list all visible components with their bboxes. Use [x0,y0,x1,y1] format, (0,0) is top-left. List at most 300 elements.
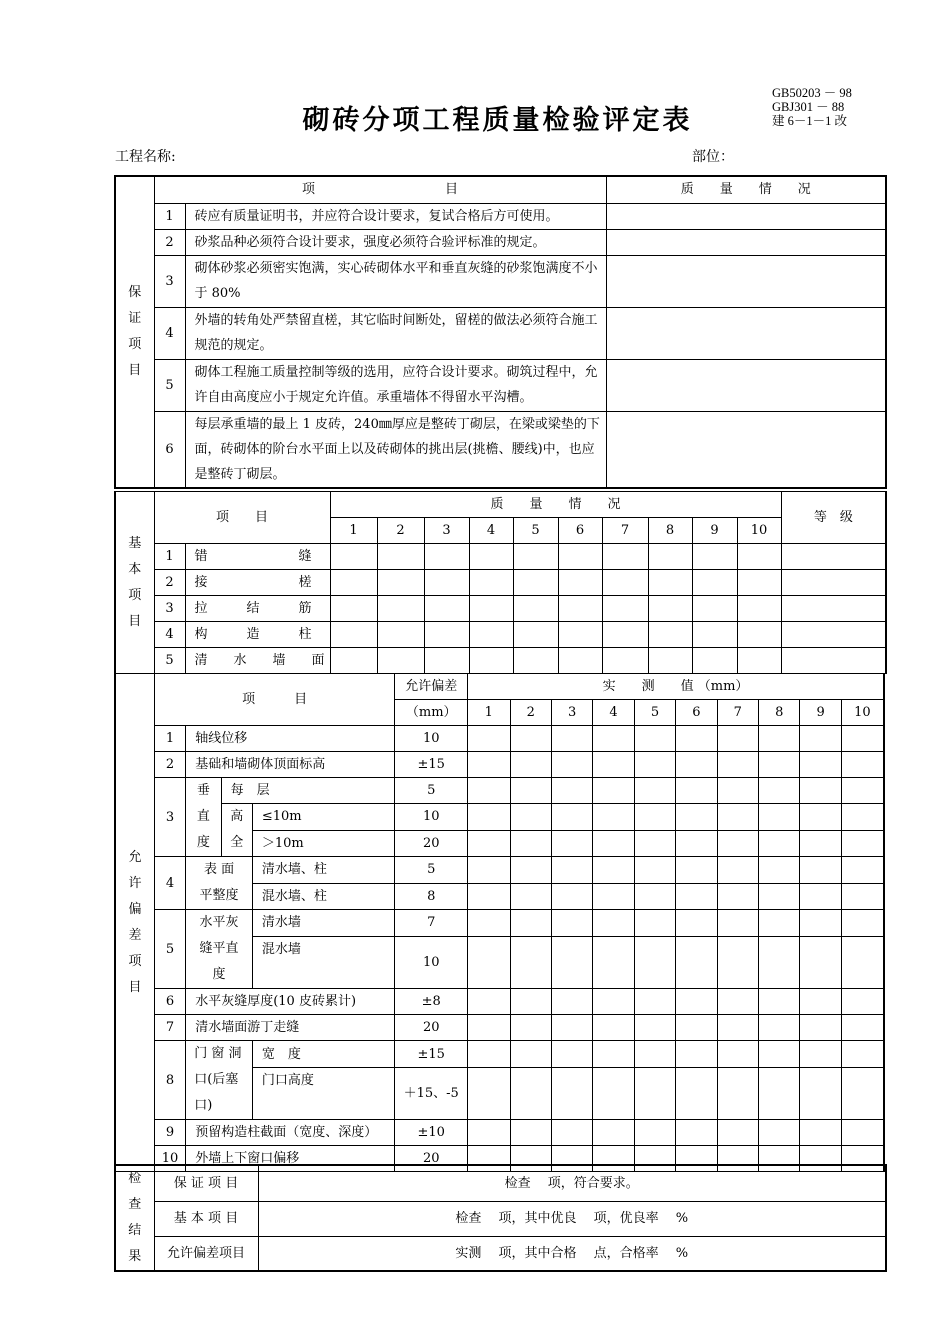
measure-cell[interactable] [841,1041,884,1068]
table-row [115,1201,886,1236]
project-name-label: 工程名称: [115,149,176,165]
item-group-char: 直 [196,809,210,824]
measure-cell[interactable] [634,804,675,831]
section-char: 本 [128,561,142,577]
result-text: 检查 项，其中优良 项，优良率 % [258,1201,886,1236]
table-row [115,726,884,752]
table-row [115,1015,884,1041]
allow-value: ±15 [395,1041,468,1068]
quality-cell[interactable] [558,544,602,570]
item-text: 拉 结 筋 [185,596,330,622]
measure-cell[interactable] [676,778,717,804]
col-index: 3 [424,518,469,544]
table-row [115,622,886,648]
section-char: 差 [128,927,142,943]
col-index: 3 [551,700,592,726]
measure-cell[interactable] [759,989,800,1015]
measure-cell[interactable] [676,1120,717,1146]
measure-cell[interactable] [510,1041,551,1068]
measure-cell[interactable] [676,989,717,1015]
quality-cell[interactable] [377,544,424,570]
table-row [115,596,886,622]
measure-cell[interactable] [551,804,592,831]
measure-cell[interactable] [759,857,800,884]
measure-cell[interactable] [551,1041,592,1068]
col-index: 4 [593,700,634,726]
measure-cell[interactable] [593,778,634,804]
measure-cell[interactable] [551,1120,592,1146]
measure-cell[interactable] [800,883,841,910]
measure-cell[interactable] [593,910,634,937]
measure-cell[interactable] [468,1041,510,1068]
measure-cell[interactable] [634,778,675,804]
item-group-char: 垂 [196,783,210,798]
quality-cell[interactable] [330,544,377,570]
measure-cell[interactable] [800,989,841,1015]
col-index: 7 [717,700,758,726]
measure-cell[interactable] [759,936,800,988]
quality-cell[interactable] [602,622,648,648]
measure-cell[interactable] [800,1015,841,1041]
measure-cell[interactable] [676,910,717,937]
quality-cell[interactable] [513,570,558,596]
measure-cell[interactable] [510,989,551,1015]
measure-cell[interactable] [468,910,510,937]
measure-cell[interactable] [841,910,884,937]
section-char: 结 [128,1223,142,1238]
item-text: 砂浆品种必须符合设计要求，强度必须符合验评标准的规定。 [185,229,606,255]
measure-cell[interactable] [717,726,758,752]
row-number: 5 [154,910,185,989]
measure-cell[interactable] [676,857,717,884]
col-index: 2 [510,700,551,726]
table-row [115,778,884,804]
quality-cell[interactable] [606,359,886,411]
measure-cell[interactable] [717,1041,758,1068]
measure-cell[interactable] [510,883,551,910]
col-index: 6 [676,700,717,726]
measure-cell[interactable] [551,1015,592,1041]
quality-cell[interactable] [513,596,558,622]
row-number: 4 [154,622,185,648]
section-char: 保 [128,285,142,300]
table-row [115,255,886,307]
measure-cell[interactable] [510,830,551,857]
row-number: 1 [154,203,185,229]
item-text: 外墙上下窗口偏移 [186,1146,395,1172]
measure-cell[interactable] [676,1041,717,1068]
quality-cell[interactable] [377,648,424,674]
measure-cell[interactable] [468,857,510,884]
measure-cell[interactable] [551,936,592,988]
measure-cell[interactable] [510,752,551,778]
quality-cell[interactable] [558,596,602,622]
measure-cell[interactable] [510,804,551,831]
quality-cell[interactable] [558,622,602,648]
item-group-char: 表 面 [203,862,235,877]
location-label: 部位： [692,149,734,165]
allow-value: 5 [395,778,468,804]
measure-cell[interactable] [468,752,510,778]
table-row [115,411,886,488]
measure-cell[interactable] [717,804,758,831]
section-char: 项 [128,953,142,969]
measure-cell[interactable] [593,726,634,752]
quality-cell[interactable] [377,570,424,596]
quality-cell[interactable] [648,596,692,622]
measure-cell[interactable] [717,936,758,988]
quality-cell[interactable] [737,596,781,622]
item-group-char: 口(后塞 [194,1072,239,1087]
measure-cell[interactable] [593,1068,634,1120]
measure-cell[interactable] [510,1015,551,1041]
quality-cell[interactable] [737,622,781,648]
measure-cell[interactable] [759,1068,800,1120]
row-number: 4 [154,307,185,359]
measure-cell[interactable] [593,1015,634,1041]
result-label: 基 本 项 目 [154,1201,258,1236]
quality-cell[interactable] [692,622,737,648]
result-label: 保 证 项 目 [154,1165,258,1201]
quality-cell[interactable] [513,648,558,674]
measure-cell[interactable] [841,883,884,910]
measure-cell[interactable] [800,778,841,804]
table-row [115,857,884,884]
measure-cell[interactable] [510,778,551,804]
table-row [115,1165,886,1201]
measure-cell[interactable] [841,1068,884,1120]
measure-cell[interactable] [551,883,592,910]
basic-section-label [115,492,154,674]
measure-cell[interactable] [841,1015,884,1041]
measure-cell[interactable] [676,1068,717,1120]
quality-cell[interactable] [737,570,781,596]
measure-cell[interactable] [717,752,758,778]
item-group-char: 水平灰 [199,915,239,930]
quality-cell[interactable] [558,570,602,596]
measure-cell[interactable] [468,1015,510,1041]
row-number: 2 [154,752,185,778]
measure-cell[interactable] [800,1068,841,1120]
section-char: 基 [128,535,142,551]
quality-cell[interactable] [602,544,648,570]
measure-cell[interactable] [510,857,551,884]
measure-cell[interactable] [468,830,510,857]
sub-item-text: 清水墙、柱 [252,857,394,884]
measure-cell[interactable] [676,752,717,778]
measure-cell[interactable] [593,1041,634,1068]
measure-cell[interactable] [593,883,634,910]
measure-cell[interactable] [676,936,717,988]
grade-cell[interactable] [781,596,886,622]
measure-cell[interactable] [510,936,551,988]
quality-cell[interactable] [330,648,377,674]
section-char: 目 [128,979,142,995]
quality-cell[interactable] [606,255,886,307]
table-row [115,229,886,255]
quality-cell[interactable] [469,648,513,674]
measure-cell[interactable] [634,936,675,988]
column-header-allow: 允许偏差 [395,674,468,700]
grade-cell[interactable] [781,648,886,674]
measure-cell[interactable] [634,857,675,884]
measure-cell[interactable] [800,910,841,937]
measure-cell[interactable] [468,1068,510,1120]
measure-cell[interactable] [841,1120,884,1146]
measure-cell[interactable] [841,726,884,752]
measure-cell[interactable] [717,857,758,884]
measure-cell[interactable] [717,778,758,804]
measure-cell[interactable] [800,1120,841,1146]
measure-cell[interactable] [717,1068,758,1120]
measure-cell[interactable] [593,830,634,857]
grade-cell[interactable] [781,544,886,570]
measure-cell[interactable] [759,1120,800,1146]
measure-cell[interactable] [759,778,800,804]
measure-cell[interactable] [593,804,634,831]
row-number: 5 [154,359,185,411]
measure-cell[interactable] [593,989,634,1015]
row-number: 4 [154,857,185,910]
measure-cell[interactable] [634,1041,675,1068]
measure-cell[interactable] [759,726,800,752]
measure-cell[interactable] [759,1041,800,1068]
standard-code: GB50203 － 98 [772,86,852,100]
measure-cell[interactable] [800,830,841,857]
item-group-char: 缝平直 [199,941,239,956]
quality-cell[interactable] [692,544,737,570]
section-char: 查 [128,1197,142,1212]
measure-cell[interactable] [551,726,592,752]
item-group-char: 高 [230,809,244,824]
quality-cell[interactable] [513,544,558,570]
measure-cell[interactable] [634,726,675,752]
sub-item-text: 混水墙 [252,936,394,988]
quality-cell[interactable] [606,229,886,255]
measure-cell[interactable] [676,830,717,857]
measure-cell[interactable] [759,752,800,778]
measure-cell[interactable] [634,1015,675,1041]
measure-cell[interactable] [759,883,800,910]
measure-cell[interactable] [510,1120,551,1146]
measure-cell[interactable] [841,778,884,804]
quality-cell[interactable] [424,570,469,596]
quality-cell[interactable] [606,307,886,359]
quality-cell[interactable] [737,544,781,570]
measure-cell[interactable] [717,989,758,1015]
quality-cell[interactable] [606,203,886,229]
measure-cell[interactable] [717,1015,758,1041]
item-group-char: 度 [196,835,210,850]
measure-cell[interactable] [717,1120,758,1146]
measure-cell[interactable] [676,726,717,752]
quality-cell[interactable] [330,596,377,622]
measure-cell[interactable] [717,830,758,857]
measure-cell[interactable] [759,830,800,857]
measure-cell[interactable] [841,804,884,831]
item-subgroup-label [221,804,252,857]
col-index: 1 [468,700,510,726]
measure-cell[interactable] [551,857,592,884]
measure-cell[interactable] [841,830,884,857]
table-row [115,1236,886,1271]
measure-cell[interactable] [841,752,884,778]
quality-cell[interactable] [602,570,648,596]
quality-cell[interactable] [648,544,692,570]
measure-cell[interactable] [468,936,510,988]
quality-cell[interactable] [602,648,648,674]
measure-cell[interactable] [468,778,510,804]
table-row [115,989,884,1015]
measure-cell[interactable] [510,726,551,752]
allow-value: 10 [395,936,468,988]
quality-cell[interactable] [513,622,558,648]
row-number: 7 [154,1015,185,1041]
col-index: 5 [513,518,558,544]
measure-cell[interactable] [634,910,675,937]
item-group-char: 口) [194,1098,213,1113]
col-index: 9 [692,518,737,544]
quality-cell[interactable] [606,411,886,488]
measure-cell[interactable] [759,804,800,831]
allow-value: 10 [395,804,468,831]
row-number: 1 [154,544,185,570]
quality-cell[interactable] [692,596,737,622]
quality-cell[interactable] [648,648,692,674]
grade-cell[interactable] [781,622,886,648]
measure-cell[interactable] [676,883,717,910]
measure-cell[interactable] [800,726,841,752]
column-header-quality: 质 量 情 况 [330,492,781,518]
section-char: 项 [128,337,142,352]
measure-cell[interactable] [800,857,841,884]
measure-cell[interactable] [593,936,634,988]
measure-cell[interactable] [717,883,758,910]
allow-value: ＋15、-5 [395,1068,468,1120]
quality-cell[interactable] [377,596,424,622]
quality-cell[interactable] [692,570,737,596]
quality-cell[interactable] [648,622,692,648]
result-text: 检查 项，符合要求。 [258,1165,886,1201]
allow-value: 7 [395,910,468,937]
quality-cell[interactable] [377,622,424,648]
result-table [114,1164,887,1272]
measure-cell[interactable] [551,778,592,804]
measure-cell[interactable] [468,804,510,831]
measure-cell[interactable] [593,752,634,778]
item-text: 错 缝 [185,544,330,570]
measure-cell[interactable] [468,883,510,910]
allow-value: 5 [395,857,468,884]
measure-cell[interactable] [468,989,510,1015]
table-row [115,359,886,411]
measure-cell[interactable] [841,857,884,884]
section-char: 许 [128,875,142,891]
quality-cell[interactable] [469,622,513,648]
quality-cell[interactable] [469,544,513,570]
quality-cell[interactable] [737,648,781,674]
row-number: 10 [154,1146,185,1172]
item-group-label [186,857,253,910]
measure-cell[interactable] [800,1041,841,1068]
measure-cell[interactable] [551,752,592,778]
quality-cell[interactable] [648,570,692,596]
measure-cell[interactable] [841,936,884,988]
measure-cell[interactable] [676,804,717,831]
measure-cell[interactable] [676,1015,717,1041]
measure-cell[interactable] [759,1015,800,1041]
measure-cell[interactable] [759,910,800,937]
measure-cell[interactable] [551,910,592,937]
column-header-unit: （mm） [395,700,468,726]
measure-cell[interactable] [634,1120,675,1146]
quality-cell[interactable] [424,596,469,622]
result-text: 实测 项，其中合格 点，合格率 % [258,1236,886,1271]
guarantee-table [114,175,887,489]
measure-cell[interactable] [634,752,675,778]
measure-cell[interactable] [468,1120,510,1146]
measure-cell[interactable] [841,989,884,1015]
table-row [115,910,884,937]
section-char: 果 [128,1249,142,1264]
measure-cell[interactable] [551,830,592,857]
quality-cell[interactable] [469,570,513,596]
measure-cell[interactable] [634,883,675,910]
row-number: 3 [154,596,185,622]
col-index: 7 [602,518,648,544]
quality-cell[interactable] [424,622,469,648]
allow-value: 20 [395,1015,468,1041]
measure-cell[interactable] [634,830,675,857]
column-header-quality: 质 量 情 况 [606,176,886,203]
measure-cell[interactable] [551,989,592,1015]
measure-cell[interactable] [634,1068,675,1120]
measure-cell[interactable] [800,804,841,831]
column-header-measured: 实 测 值 （mm） [468,674,884,700]
column-header-grade: 等 级 [781,492,886,544]
quality-cell[interactable] [692,648,737,674]
quality-cell[interactable] [558,648,602,674]
sub-item-text: 每 层 [221,778,395,804]
measure-cell[interactable] [551,1068,592,1120]
measure-cell[interactable] [800,936,841,988]
quality-cell[interactable] [424,544,469,570]
table-row [115,544,886,570]
col-index: 4 [469,518,513,544]
measure-cell[interactable] [468,726,510,752]
quality-cell[interactable] [330,622,377,648]
section-char: 允 [128,849,142,865]
row-number: 3 [154,255,185,307]
allow-value: 20 [395,830,468,857]
grade-cell[interactable] [781,570,886,596]
column-header-item: 项 目 [154,492,330,544]
quality-cell[interactable] [424,648,469,674]
item-text: 清 水 墙 面 [185,648,330,674]
measure-cell[interactable] [800,752,841,778]
row-number: 1 [154,726,185,752]
measure-cell[interactable] [593,857,634,884]
quality-cell[interactable] [602,596,648,622]
item-text: 清水墙面游丁走缝 [186,1015,395,1041]
quality-cell[interactable] [469,596,513,622]
measure-cell[interactable] [717,910,758,937]
measure-cell[interactable] [510,1068,551,1120]
measure-cell[interactable] [593,1120,634,1146]
quality-cell[interactable] [330,570,377,596]
measure-cell[interactable] [510,910,551,937]
measure-cell[interactable] [634,989,675,1015]
